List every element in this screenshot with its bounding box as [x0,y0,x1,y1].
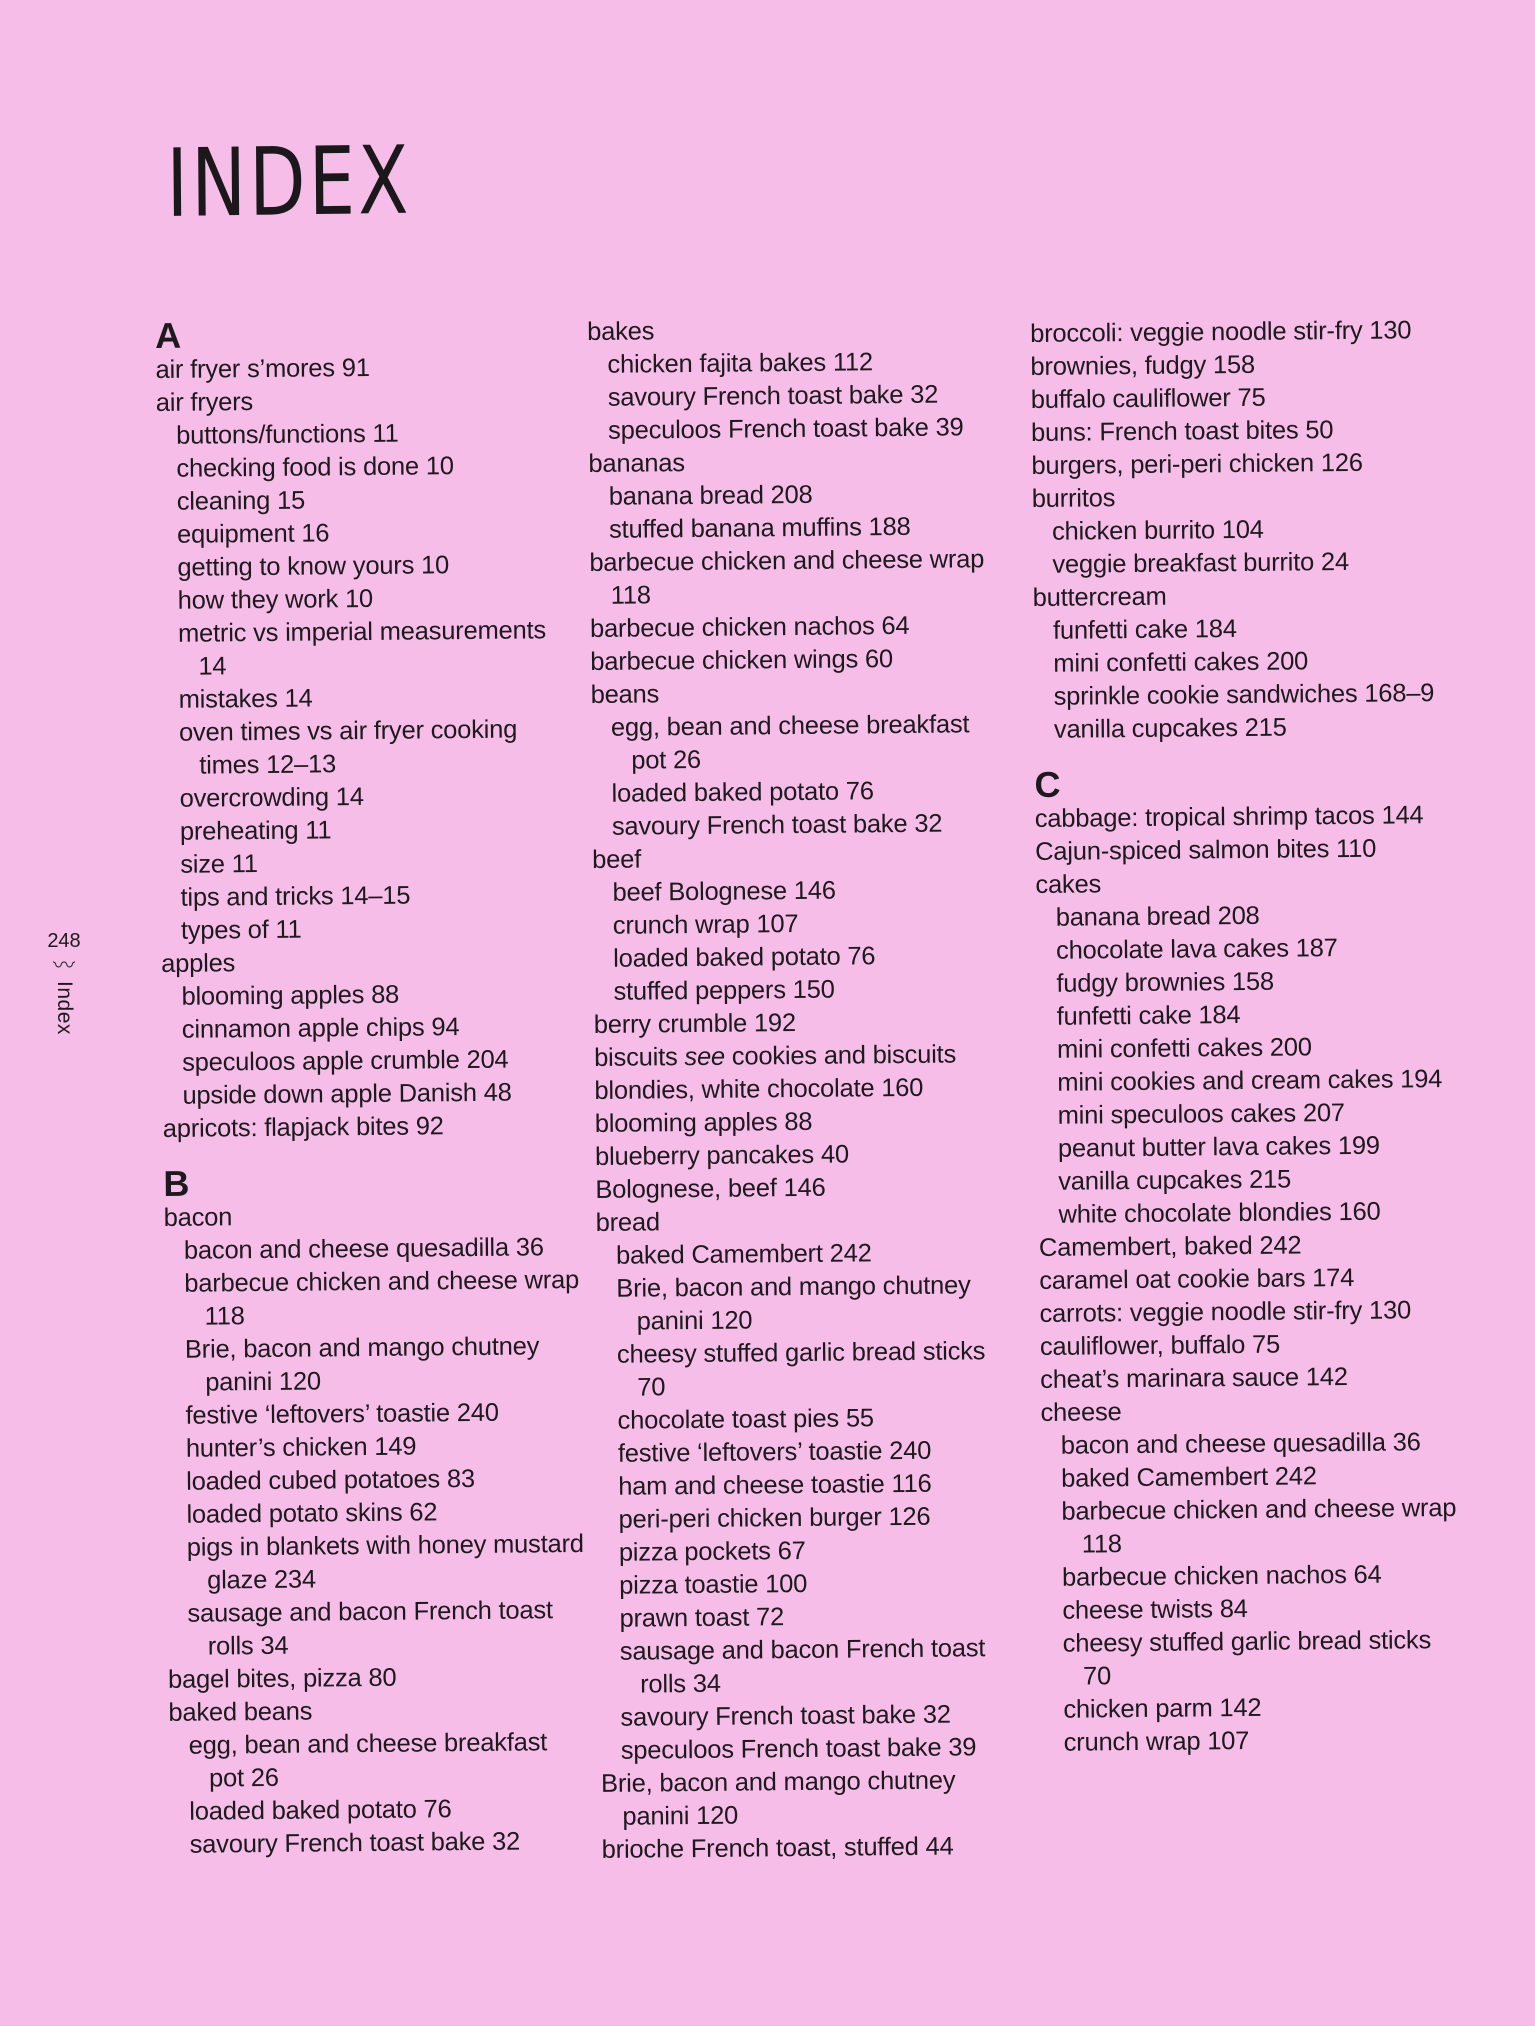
index-subentry: bacon and cheese quesadilla 36 [1060,1428,1421,1460]
index-subentry: barbecue chicken and cheese wrap 118 [1061,1493,1457,1559]
index-entry: bananas [588,449,686,478]
index-subentry: mini confetti cakes 200 [1053,647,1309,678]
index-entry: Camembert, baked 242 [1038,1231,1302,1262]
index-subentry: stuffed peppers 150 [613,975,835,1006]
index-subentry: veggie breakfast burrito 24 [1052,547,1350,579]
index-subentry: loaded cubed potatoes 83 [186,1464,476,1496]
index-subentry: prawn toast 72 [619,1603,785,1633]
index-entry: beef [592,845,642,874]
index-entry: baked beans [168,1697,313,1727]
index-entry: air fryers [155,388,254,417]
section-letter: A [154,314,182,356]
index-subentry: types of 11 [180,915,302,945]
index-subentry: savoury French toast bake 32 [189,1827,521,1859]
index-entry [594,1038,1014,1075]
index-subentry: funfetti cake 184 [1056,1001,1241,1031]
index-subentry: equipment 16 [176,519,330,549]
index-subentry: Brie, bacon and mango chutney panini 120 [616,1271,971,1336]
index-subentry: pizza toastie 100 [619,1569,808,1600]
index-subentry: ham and cheese toastie 116 [618,1469,932,1501]
see-reference: see [684,1042,726,1072]
index-subentry: cheese twists 84 [1062,1594,1248,1625]
index-subentry: festive ‘leftovers’ toastie 240 [185,1398,499,1430]
index-subentry: speculoos French toast bake 39 [607,413,964,445]
index-subentry: beef Bolognese 146 [612,876,836,907]
index-entry: cakes [1035,870,1102,899]
index-entry: Bolognese, beef 146 [595,1173,826,1204]
index-entry: Cajun-spiced salmon bites 110 [1034,834,1377,866]
index-subentry: loaded baked potato 76 [613,942,876,973]
index-subentry: peri-peri chicken burger 126 [618,1502,931,1534]
index-subentry: chocolate toast pies 55 [617,1404,874,1435]
index-subentry: banana bread 208 [608,480,813,511]
index-entry: brownies, fudgy 158 [1030,350,1256,381]
index-subentry: crunch wrap 107 [1063,1726,1250,1757]
index-subentry: egg, bean and cheese breakfast pot 26 [188,1728,548,1793]
index-entry: cheat’s marinara sauce 142 [1040,1362,1348,1394]
index-entry: Brie, bacon and mango chutney panini 120 [600,1766,956,1831]
index-subentry: fudgy brownies 158 [1056,967,1275,998]
index-entry: bagel bites, pizza 80 [167,1663,397,1694]
index-subentry: barbecue chicken nachos 64 [1061,1560,1382,1592]
index-subentry: egg, bean and cheese breakfast pot 26 [610,710,970,775]
index-entry: berry crumble 192 [593,1009,797,1039]
index-subentry: chocolate lava cakes 187 [1055,934,1338,965]
index-subentry: sausage and bacon French toast rolls 34 [187,1596,553,1661]
index-subentry: stuffed banana muffins 188 [608,512,911,544]
section-letter: B [163,1162,190,1204]
index-subentry: pizza pockets 67 [618,1536,806,1567]
index-entry: blueberry pancakes 40 [594,1140,850,1171]
index-subentry: chicken fajita bakes 112 [607,348,874,379]
index-entry: caramel oat cookie bars 174 [1039,1263,1355,1295]
index-entry: barbecue chicken wings 60 [590,645,894,676]
index-entry: blooming apples 88 [594,1107,813,1138]
index-subentry: upside down apple Danish 48 [182,1078,512,1110]
index-subentry: vanilla cupcakes 215 [1058,1165,1292,1196]
index-subentry: chicken parm 142 [1063,1693,1262,1724]
index-entry: broccoli: veggie noodle stir-fry 130 [1030,316,1412,348]
index-subentry: speculoos French toast bake 39 [620,1733,977,1765]
index-entry: burritos [1031,484,1116,513]
index-subentry: preheating 11 [179,816,332,846]
index-subentry: Brie, bacon and mango chutney panini 120 [184,1332,540,1397]
index-subentry: size 11 [180,850,258,879]
index-subentry: peanut butter lava cakes 199 [1057,1131,1380,1163]
index-subentry: metric vs imperial measurements 14 [177,616,547,681]
index-subentry: mini confetti cakes 200 [1056,1033,1312,1064]
index-subentry: mini speculoos cakes 207 [1057,1099,1345,1130]
index-subentry: vanilla cupcakes 215 [1053,713,1287,744]
entry-target: cookies and biscuits [724,1040,957,1071]
index-subentry: loaded potato skins 62 [186,1498,438,1529]
index-subentry: sprinkle cookie sandwiches 168–9 [1053,679,1435,711]
index-entry: bread [595,1208,661,1237]
index-entry: buffalo cauliflower 75 [1030,383,1266,414]
index-subentry: savoury French toast bake 32 [607,380,939,412]
index-subentry: festive ‘leftovers’ toastie 240 [617,1436,932,1468]
index-entry: buns: French toast bites 50 [1030,416,1334,447]
index-column-1 [155,312,590,1862]
index-entry: apples [161,949,236,978]
index-subentry: chicken burrito 104 [1051,515,1264,546]
index-subentry: tips and tricks 14–15 [180,881,411,912]
index-entry: burgers, peri-peri chicken 126 [1031,448,1363,480]
index-subentry: how they work 10 [177,584,374,615]
index-subentry: checking food is done 10 [176,452,454,483]
index-subentry: cheesy stuffed garlic bread sticks 70 [616,1337,986,1402]
index-entry: brioche French toast, stuffed 44 [601,1832,954,1864]
index-subentry: barbecue chicken and cheese wrap 118 [184,1265,580,1331]
index-entry: blondies, white chocolate 160 [594,1073,924,1105]
entry-term: biscuits [593,1043,685,1072]
index-subentry: white chocolate blondies 160 [1058,1197,1381,1229]
page-folio [40,930,88,1035]
index-column-2 [587,312,1022,1867]
wave-divider-icon: 〰 [52,953,75,978]
index-subentry: bacon and cheese quesadilla 36 [183,1233,544,1265]
index-subentry: mini cookies and cream cakes 194 [1057,1065,1443,1097]
index-subentry: savoury French toast bake 32 [620,1700,951,1732]
index-subentry: blooming apples 88 [181,980,400,1011]
index-subentry: baked Camembert 242 [615,1239,872,1270]
index-column-3 [1030,314,1464,1760]
index-subentry: savoury French toast bake 32 [611,809,943,841]
index-subentry: cleaning 15 [176,486,306,516]
index-subentry: loaded baked potato 76 [611,777,874,808]
index-subentry: buttons/functions 11 [176,419,399,450]
index-subentry: oven times vs air fryer cooking times 12–13 [178,715,518,780]
index-subentry: loaded baked potato 76 [189,1795,452,1826]
index-subentry: hunter’s chicken 149 [185,1432,417,1463]
section-letter: C [1034,763,1061,805]
index-entry: carrots: veggie noodle stir-fry 130 [1039,1296,1412,1328]
index-subentry: crunch wrap 107 [612,909,799,940]
index-entry: cauliflower, buffalo 75 [1039,1330,1281,1361]
index-subentry: speculoos apple crumble 204 [182,1045,509,1077]
index-entry: barbecue chicken nachos 64 [589,611,910,643]
index-entry: barbecue chicken and cheese wrap 118 [589,545,985,610]
index-subentry: getting to know yours 10 [177,551,450,582]
index-entry: air fryer s’mores 91 [155,353,370,384]
index-subentry: mistakes 14 [178,684,313,714]
index-subentry: baked Camembert 242 [1061,1462,1317,1493]
index-subentry: funfetti cake 184 [1052,615,1237,645]
index-subentry: cinnamon apple chips 94 [181,1013,460,1044]
index-entry: beans [590,680,660,709]
index-subentry: banana bread 208 [1055,901,1260,932]
page-title: INDEX [166,126,412,239]
index-entry: buttercream [1032,582,1167,612]
index-subentry: sausage and bacon French toast rolls 34 [619,1634,986,1699]
index-subentry: overcrowding 14 [179,783,364,813]
page-number: 248 [47,930,81,952]
index-entry: bacon [163,1203,233,1232]
index-entry: apricots: flapjack bites 92 [162,1112,444,1143]
index-entry: bakes [587,317,655,346]
index-subentry: cheesy stuffed garlic bread sticks 70 [1062,1626,1432,1691]
index-entry: cabbage: tropical shrimp tacos 144 [1034,801,1424,833]
index-entry: cheese [1040,1398,1122,1427]
section-label: Index [53,981,76,1035]
index-subentry: pigs in blankets with honey mustard glaze 234 [186,1529,584,1595]
